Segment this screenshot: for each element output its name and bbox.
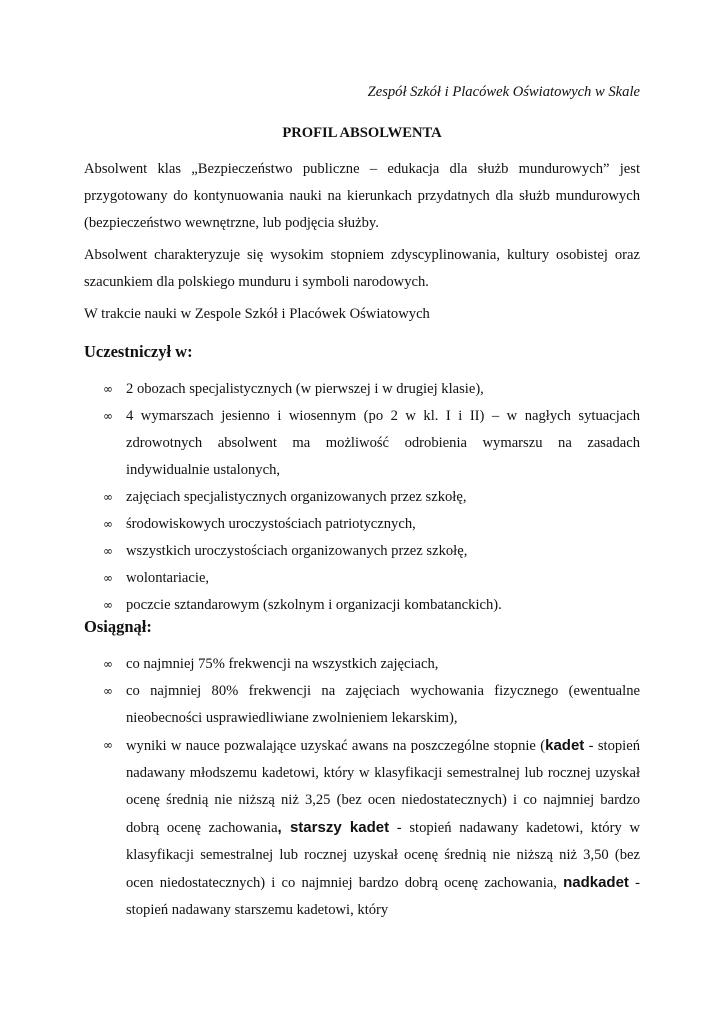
infinity-bullet-icon: ∞	[103, 382, 113, 396]
intro-paragraph-3: W trakcie nauki w Zespole Szkół i Placówek Oświatowych	[84, 306, 430, 322]
infinity-bullet-icon: ∞	[103, 598, 113, 612]
school-name: Zespół Szkół i Placówek Oświatowych w Skale	[367, 84, 640, 100]
list-item: ∞ 2 obozach specjalistycznych (w pierwszej i w drugiej klasie),	[84, 376, 640, 403]
achieved-list	[84, 651, 640, 924]
intro-paragraph-2: Absolwent charakteryzuje się wysokim stopniem zdyscyplinowania, kultury osobistej oraz szacunkiem dla polskiego munduru i symboli narodowych.	[84, 247, 640, 290]
rank-kadet: kadet	[545, 737, 585, 754]
list-item: ∞ co najmniej 75% frekwencji na wszystkich zajęciach,	[84, 651, 640, 678]
participated-heading: Uczestniczył w:	[84, 342, 193, 361]
participated-list	[84, 376, 640, 619]
list-item: ∞ co najmniej 80% frekwencji na zajęciach wychowania fizycznego (ewentualne nieobecności usprawiedliwiane zwolnieniem lekarskim),	[84, 678, 640, 732]
infinity-bullet-icon: ∞	[103, 490, 113, 504]
list-item: ∞ zajęciach specjalistycznych organizowanych przez szkołę,	[84, 484, 640, 511]
list-item: ∞ wszystkich uroczystościach organizowanych przez szkołę,	[84, 538, 640, 565]
infinity-bullet-icon: ∞	[103, 517, 113, 531]
achieved-heading: Osiągnął:	[84, 617, 152, 636]
infinity-bullet-icon: ∞	[103, 657, 113, 671]
infinity-bullet-icon: ∞	[103, 738, 113, 752]
rank-nadkadet: nadkadet	[563, 874, 629, 891]
intro-paragraph-1: Absolwent klas „Bezpieczeństwo publiczne – edukacja dla służb mundurowych” jest przygotowany do kontynuowania nauki na kierunkach przydatnych dla służb mundurowych (bezpieczeństwo wewnętrzne, lub podjęcia służby.	[84, 161, 640, 231]
list-item: ∞ 4 wymarszach jesienno i wiosennym (po 2 w kl. I i II) – w nagłych sytuacjach zdrowotnych absolwent ma możliwość odrobienia wymarszu na zasadach indywidualnie ustalonych,	[84, 403, 640, 484]
page-title: PROFIL ABSOLWENTA	[282, 125, 442, 141]
list-item: ∞ wolontariacie,	[84, 565, 640, 592]
document-page	[84, 0, 640, 1024]
infinity-bullet-icon: ∞	[103, 544, 113, 558]
infinity-bullet-icon: ∞	[103, 409, 113, 423]
list-item: ∞ środowiskowych uroczystościach patriotycznych,	[84, 511, 640, 538]
infinity-bullet-icon: ∞	[103, 571, 113, 585]
infinity-bullet-icon: ∞	[103, 684, 113, 698]
rank-starszy-kadet: starszy kadet	[289, 819, 390, 836]
list-item: ∞ poczcie sztandarowym (szkolnym i organizacji kombatanckich).	[84, 592, 640, 619]
list-item: ∞ wyniki w nauce pozwalające uzyskać awans na poszczególne stopnie (kadet - stopień nadawany młodszemu kadetowi, który w klasyfikacji semestralnej lub rocznej uzyskał ocenę średnią nie niższą niż 3,25 (bez ocen niedostatecznych) i co najmniej bardzo dobrą ocenę zachowania, starszy kadet - stopień nadawany kadetowi, który w klasyfikacji semestralnej lub rocznej uzyskał ocenę średnią nie niższą niż 3,50 (bez ocen niedostatecznych) i co najmniej bardzo dobrą ocenę zachowania, nadkadet - stopień nadawany starszemu kadetowi, który	[84, 732, 640, 924]
